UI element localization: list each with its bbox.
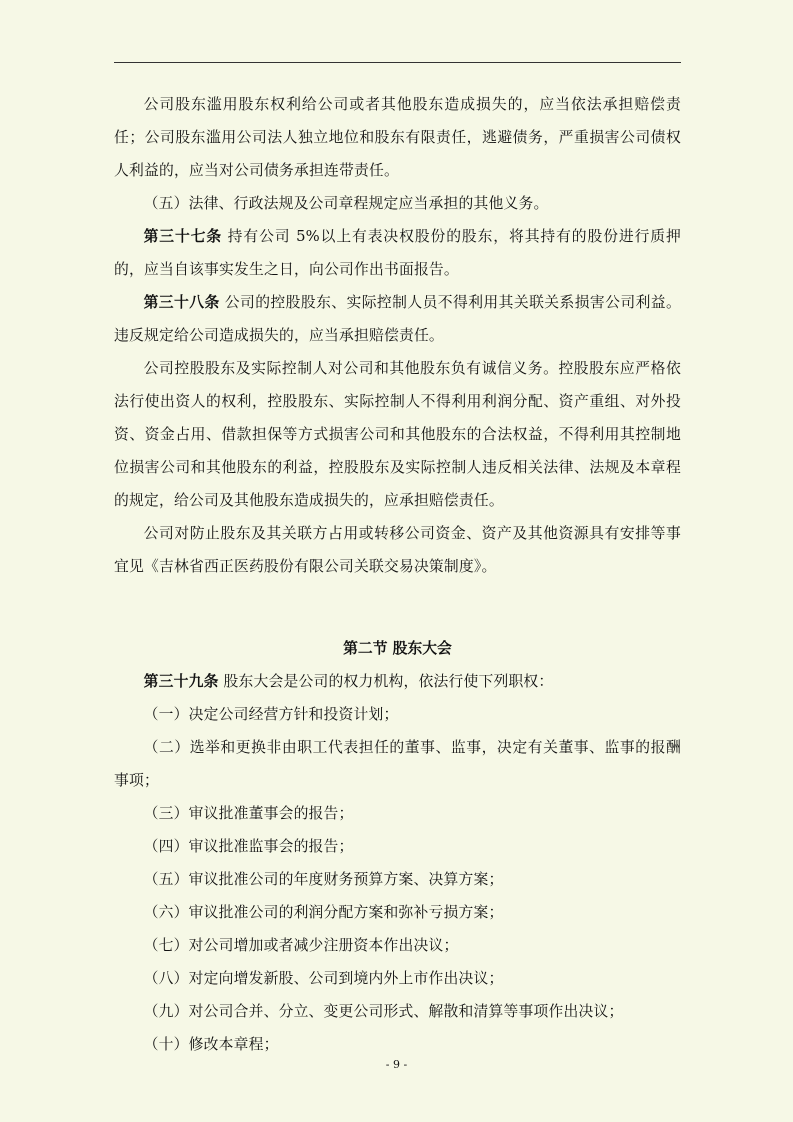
article-39: [114, 665, 681, 698]
list-item-1: （一）决定公司经营方针和投资计划；: [143, 706, 399, 723]
article-39-text: 股东大会是公司的权力机构，依法行使下列职权：: [218, 673, 554, 690]
list-item-10: （十）修改本章程；: [143, 1036, 279, 1053]
list-item-6: （六）审议批准公司的利润分配方案和弥补亏损方案；: [143, 904, 504, 921]
section-title: 第二节 股东大会: [343, 640, 452, 657]
paragraph-shareholder-abuse: 公司股东滥用股东权利给公司或者其他股东造成损失的，应当依法承担赔偿责任；公司股东滥用公司法人独立地位和股东有限责任，逃避债务，严重损害公司债权人利益的，应当对公司债务承担连带责任。: [114, 96, 681, 179]
document-body: [114, 88, 681, 1061]
article-37: [114, 220, 681, 286]
paragraph-controlling-shareholder: 公司控股股东及实际控制人对公司和其他股东负有诚信义务。控股股东应严格依法行使出资人的权利，控股股东、实际控制人不得利用利润分配、资产重组、对外投资、资金占用、借款担保等方式损害公司和其他股东的合法权益，不得利用其控制地位损害公司和其他股东的利益，控股股东及实际控制人违反相关法律、法规及本章程的规定，给公司及其他股东造成损失的，应承担赔偿责任。: [114, 360, 681, 509]
list-item-2: （二）选举和更换非由职工代表担任的董事、监事，决定有关董事、监事的报酬事项；: [114, 739, 681, 789]
list-item-3: （三）审议批准董事会的报告；: [143, 805, 354, 822]
paragraph-item-five: （五）法律、行政法规及公司章程规定应当承担的其他义务。: [143, 195, 549, 212]
article-38: [114, 286, 681, 352]
header-rule: [114, 62, 681, 63]
article-39-label: 第三十九条: [143, 673, 219, 690]
article-37-text: 持有公司 5%以上有表决权股份的股东，将其持有的股份进行质押的，应当自该事实发生之日，向公司作出书面报告。: [114, 228, 681, 278]
list-item-4: （四）审议批准监事会的报告；: [143, 838, 354, 855]
list-item-7: （七）对公司增加或者减少注册资本作出决议；: [143, 937, 459, 954]
list-item-5: （五）审议批准公司的年度财务预算方案、决算方案；: [143, 871, 504, 888]
article-38-label: 第三十八条: [143, 294, 220, 311]
list-item-8: （八）对定向增发新股、公司到境内外上市作出决议；: [143, 970, 504, 987]
page-number: - 9 -: [385, 1058, 408, 1071]
article-38-text: 公司的控股股东、实际控制人员不得利用其关联关系损害公司利益。违反规定给公司造成损失的，应当承担赔偿责任。: [114, 294, 681, 344]
list-item-9: （九）对公司合并、分立、变更公司形式、解散和清算等事项作出决议；: [143, 1003, 624, 1020]
article-37-label: 第三十七条: [143, 228, 223, 245]
paragraph-related-party: 公司对防止股东及其关联方占用或转移公司资金、资产及其他资源具有安排等事宜见《吉林省西正医药股份有限公司关联交易决策制度》。: [114, 525, 681, 575]
section-spacer: [114, 583, 681, 632]
